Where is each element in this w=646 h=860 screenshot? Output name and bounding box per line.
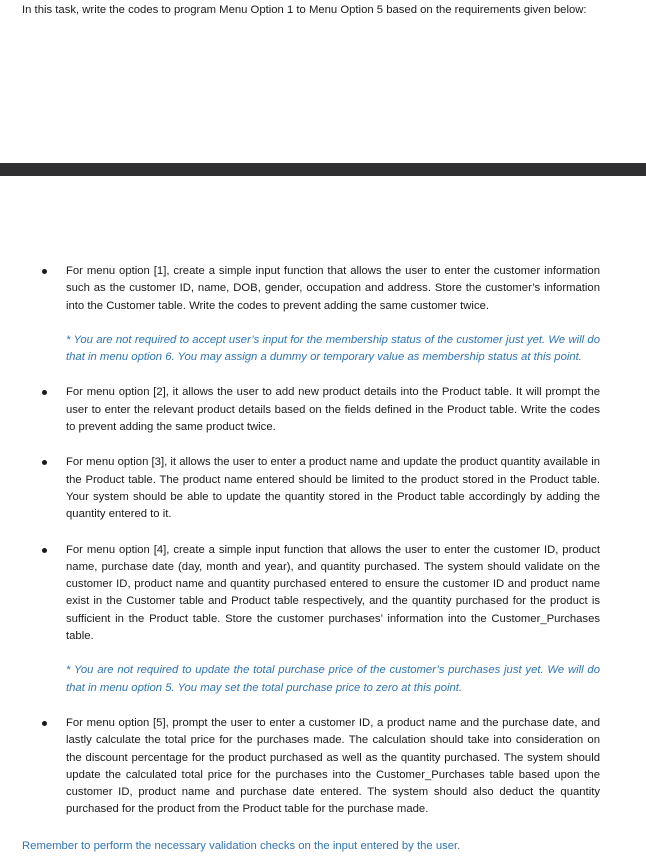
- list-item-text: For menu option [1], create a simple input function that allows the user to enter the customer information such as the customer ID, name, DOB, gender, occupation and address. Store the customer’s information into the Customer table. Write the codes to prevent adding the same customer twice.: [66, 265, 600, 312]
- bullet-icon: [42, 390, 47, 395]
- bullet-icon: [42, 460, 47, 465]
- validation-reminder: Remember to perform the necessary validation checks on the input entered by the user.: [22, 840, 461, 852]
- requirements-list: [0, 263, 646, 819]
- bullet-icon: [42, 269, 47, 274]
- list-item-option-2: [66, 384, 600, 436]
- list-item-text: For menu option [2], it allows the user to add new product details into the Product table. It will prompt the user to enter the relevant product details based on the fields defined in the Product table. Write the codes to prevent adding the same product twice.: [66, 386, 600, 434]
- list-item-text: For menu option [5], prompt the user to enter a customer ID, a product name and the purchase date, and lastly calculate the total price for the purchases made. The calculation should take into consideration on the discount percentage for the product purchased as well as the quantity purchased. The system should update the calculated total price for the purchases into the Customer_Purchases table based upon the customer ID, product name and purchase date entered. The system should also deduct the quantity purchased for the product from the Product table for the purchase made.: [66, 716, 600, 816]
- option-4-note: * You are not required to update the total purchase price of the customer’s purchases just yet. We will do that in menu option 5. You may set the total purchase price to zero at this point.: [66, 664, 600, 694]
- list-item-text: For menu option [4], create a simple input function that allows the user to enter the customer ID, product name, purchase date (day, month and year), and quantity purchased. The system should validate on the customer ID, product name and quantity purchased entered to ensure the customer ID and product name exist in the Customer table and Product table respectively, and the quantity purchased for the product is sufficient in the Product table. Store the customer purchases’ information into the Customer_Purchases table.: [66, 543, 600, 643]
- list-item-option-4: [66, 542, 600, 646]
- intro-paragraph: In this task, write the codes to program Menu Option 1 to Menu Option 5 based on the requirements given below:: [22, 4, 587, 16]
- bullet-icon: [42, 548, 47, 553]
- list-item-option-3: [66, 454, 600, 523]
- list-item-option-1: [66, 263, 600, 315]
- redaction-bar: [0, 163, 646, 176]
- bullet-icon: [42, 721, 47, 726]
- list-item-text: For menu option [3], it allows the user to enter a product name and update the product quantity available in the Product table. The product name entered should be limited to the product stored in the Product table. Your system should be able to update the quantity stored in the Product table accordingly by adding the quantity entered to it.: [66, 456, 600, 521]
- list-item-option-5: [66, 715, 600, 819]
- option-1-note: * You are not required to accept user’s input for the membership status of the customer just yet. We will do that in menu option 6. You may assign a dummy or temporary value as membership status at this point.: [66, 333, 600, 364]
